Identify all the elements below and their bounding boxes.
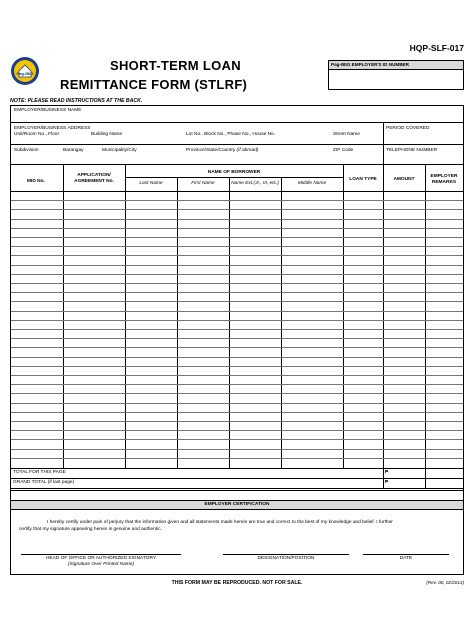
signatory-note: (Signature Over Printed Name) <box>67 562 135 567</box>
date-label: DATE <box>399 556 413 561</box>
form-title-line2: REMITTANCE FORM (STLRF) <box>60 77 248 92</box>
name-ext-header: Name Ext.(Jr., III, etc.) <box>231 181 279 186</box>
first-name-header: First Name <box>191 181 215 186</box>
table-row[interactable] <box>11 311 463 312</box>
lot-label: Lot No., Block No., Phase No., House No. <box>186 132 276 137</box>
municipality-label: Municipality/City <box>102 148 137 153</box>
total-peso-sign: ₱ <box>385 470 389 475</box>
svg-text:Pag-IBIG: Pag-IBIG <box>16 71 34 76</box>
employer-name-label: EMPLOYER/BUSINESS NAME <box>14 108 82 113</box>
employer-address-label: EMPLOYER/BUSINESS ADDRESS <box>14 126 91 131</box>
table-row[interactable] <box>11 384 463 385</box>
table-row[interactable] <box>11 283 463 284</box>
pagibig-logo <box>10 56 40 86</box>
table-row[interactable] <box>11 430 463 431</box>
grand-total-peso-sign: ₱ <box>385 480 389 485</box>
loan-type-header: LOAN TYPE <box>349 177 377 182</box>
table-row[interactable] <box>11 403 463 404</box>
table-row[interactable] <box>11 458 463 459</box>
table-row[interactable] <box>11 237 463 238</box>
table-row[interactable] <box>11 265 463 266</box>
certification-text: I hereby certify under pain of perjury that the information given and all statements made herein are true and correct to the best of my knowledge and belief. I further certify that my signature appearing herein is genuine and authentic. <box>19 520 393 532</box>
table-row[interactable] <box>11 255 463 256</box>
table-row[interactable] <box>11 357 463 358</box>
telephone-label: TELEPHONE NUMBER <box>386 148 438 153</box>
table-row[interactable] <box>11 439 463 440</box>
table-row[interactable] <box>11 219 463 220</box>
table-row[interactable] <box>11 200 463 201</box>
street-label: Street Name <box>333 132 360 137</box>
borrower-name-header: NAME OF BORROWER <box>207 170 261 175</box>
remarks-header-line1: EMPLOYER <box>430 174 458 179</box>
designation-label: DESIGNATION/POSITION <box>257 556 315 561</box>
table-row[interactable] <box>11 393 463 394</box>
last-name-header: Last Name <box>139 181 163 186</box>
zip-label: ZIP Code <box>333 148 354 153</box>
total-page-label: TOTAL FOR THIS PAGE <box>13 470 66 475</box>
table-row[interactable] <box>11 412 463 413</box>
mid-header: MID No. <box>27 179 45 184</box>
remittance-form <box>10 105 464 575</box>
form-code: HQP-SLF-017 <box>409 43 464 53</box>
unit-label: Unit/Room No., Floor <box>14 132 60 137</box>
barangay-label: Barangay <box>63 148 84 153</box>
table-row[interactable] <box>11 228 463 229</box>
table-row[interactable] <box>11 375 463 376</box>
middle-name-header: Middle Name <box>297 181 327 186</box>
period-covered-label: PERIOD COVERED <box>386 126 430 131</box>
table-row[interactable] <box>11 347 463 348</box>
table-row[interactable] <box>11 366 463 367</box>
employer-id-label: Pag-IBIG EMPLOYER'S ID NUMBER <box>329 61 463 70</box>
province-label: Province/State/Country (if abroad) <box>186 148 259 153</box>
instructions-note: NOTE: PLEASE READ INSTRUCTIONS AT THE BACK. <box>10 98 143 104</box>
app-header-line1: APPLICATION/ <box>77 173 111 178</box>
table-row[interactable] <box>11 320 463 321</box>
subdivision-label: Subdivision <box>14 148 39 153</box>
reproduce-note: THIS FORM MAY BE REPRODUCED. NOT FOR SALE. <box>171 580 303 586</box>
table-row[interactable] <box>11 292 463 293</box>
table-row[interactable] <box>11 209 463 210</box>
table-row[interactable] <box>11 421 463 422</box>
table-row[interactable] <box>11 246 463 247</box>
employer-id-box[interactable] <box>328 60 464 90</box>
remarks-header-line2: REMARKS <box>431 180 457 185</box>
grand-total-label: GRAND TOTAL (if last page) <box>13 480 75 485</box>
app-header-line2: AGREEMENT No. <box>74 179 114 184</box>
signatory-label: HEAD OF OFFICE OR AUTHORIZED SIGNATORY <box>45 556 157 561</box>
table-row[interactable] <box>11 338 463 339</box>
amount-header: AMOUNT <box>393 177 415 182</box>
table-row[interactable] <box>11 449 463 450</box>
form-title-line1: SHORT-TERM LOAN <box>110 58 241 73</box>
table-row[interactable] <box>11 274 463 275</box>
certification-heading: EMPLOYER CERTIFICATION <box>204 502 270 507</box>
building-label: Building Name <box>91 132 123 137</box>
table-row[interactable] <box>11 329 463 330</box>
table-row[interactable] <box>11 301 463 302</box>
revision-label: (Rev. 00, 02/2013) <box>426 580 464 585</box>
